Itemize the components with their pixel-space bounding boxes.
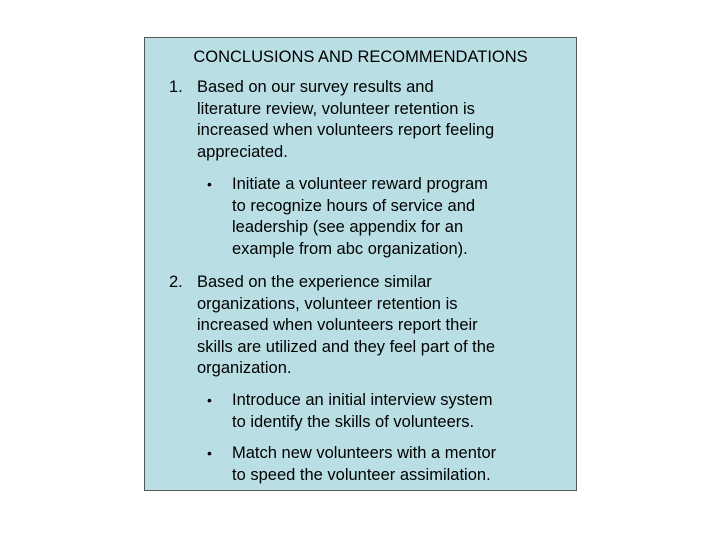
item-text: Based on our survey results and literature review, volunteer retention is increased when volunteers report feeling appreciated. xyxy=(197,78,495,161)
bullet-icon: • xyxy=(207,392,212,408)
bullet-text: Introduce an initial interview system to identify the skills of volunteers. xyxy=(232,391,493,431)
item-number: 2. xyxy=(169,273,183,291)
item-number: 1. xyxy=(169,78,183,96)
item-text: Based on the experience similar organizations, volunteer retention is increased when volunteers report their skills are utilized and they feel part of the organization. xyxy=(197,273,496,378)
bullet-icon: • xyxy=(207,445,212,461)
slide-title: CONCLUSIONS AND RECOMMENDATIONS xyxy=(193,48,528,66)
bullet-text: Match new volunteers with a mentor to speed the volunteer assimilation. xyxy=(232,444,497,484)
bullet-text: Initiate a volunteer reward program to recognize hours of service and leadership (see appendix for an example from abc organization). xyxy=(232,175,488,258)
bullet-icon: • xyxy=(207,176,212,192)
slide-content-box xyxy=(144,37,577,491)
